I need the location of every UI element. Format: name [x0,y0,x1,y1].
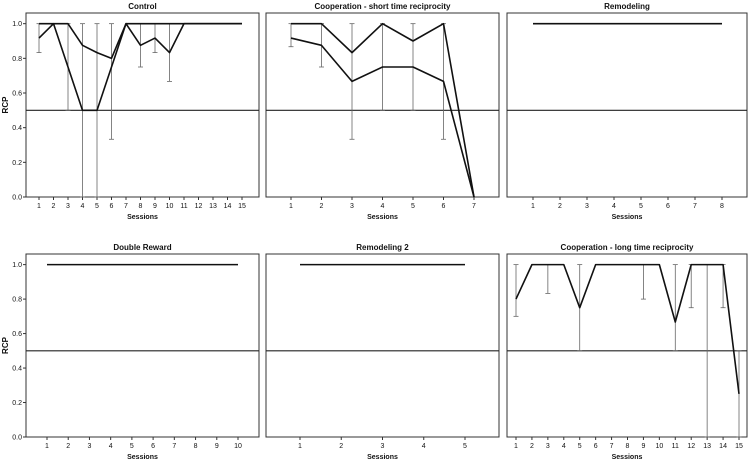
x-tick-label: 1 [514,443,518,450]
x-tick-label: 7 [472,203,476,210]
x-tick-label: 11 [180,203,188,210]
y-tick-label: 0.8 [12,55,22,63]
x-tick-label: 4 [80,203,85,210]
y-axis-label: RCP [1,96,10,114]
x-tick-label: 3 [545,443,550,450]
y-tick-label: 0.8 [12,296,22,304]
x-tick-label: 5 [639,203,643,210]
x-tick-label: 13 [209,203,217,210]
x-tick-label: 3 [380,443,385,450]
x-tick-label: 10 [655,443,664,450]
x-tick-label: 7 [124,203,128,210]
chart-panel-6 [507,243,747,461]
x-tick-label: 10 [234,443,242,450]
x-tick-label: 11 [671,443,679,450]
x-tick-label: 3 [66,203,70,210]
y-tick-label: 0.2 [12,400,22,408]
chart-panel-2 [266,2,499,221]
x-tick-label: 2 [66,443,71,450]
x-tick-label: 8 [720,203,724,210]
y-tick-label: 0.2 [12,159,22,167]
x-tick-label: 4 [561,443,566,450]
x-tick-label: 8 [193,443,198,450]
x-tick-label: 6 [151,443,156,450]
x-tick-label: 3 [585,203,589,210]
x-axis-label: Sessions [611,454,643,461]
x-tick-label: 1 [289,203,293,210]
plot-frame [26,13,259,197]
x-tick-label: 2 [529,443,534,450]
x-tick-label: 13 [703,443,712,450]
series-line-1 [516,265,739,394]
x-tick-label: 3 [350,203,354,210]
x-axis-label: Sessions [611,214,643,221]
x-tick-label: 5 [577,443,582,450]
chart-panel-5 [266,243,499,461]
x-tick-label: 4 [612,203,616,210]
x-tick-label: 6 [109,203,114,210]
x-tick-label: 5 [463,443,467,450]
x-tick-label: 1 [45,443,49,450]
plot-frame [26,254,259,437]
x-tick-label: 10 [165,203,174,210]
chart-title: Cooperation - long time reciprocity [560,243,694,252]
y-tick-label: 0.4 [12,125,22,133]
x-tick-label: 1 [37,203,41,210]
chart-title: Double Reward [113,243,172,252]
plot-frame [507,254,747,437]
x-tick-label: 14 [223,203,232,210]
x-tick-label: 8 [138,203,143,210]
chart-title: Control [128,2,157,11]
x-tick-label: 15 [735,443,743,450]
y-tick-label: 1.0 [12,262,22,270]
x-tick-label: 7 [172,443,177,450]
x-tick-label: 6 [666,203,670,210]
x-axis-label: Sessions [127,214,158,221]
x-tick-label: 3 [87,443,92,450]
x-tick-label: 14 [719,443,727,450]
x-tick-label: 4 [421,443,426,450]
chart-title: Cooperation - short time reciprocity [314,2,451,11]
x-axis-label: Sessions [367,214,398,221]
x-tick-label: 2 [51,203,56,210]
chart-panel-4 [1,243,259,461]
y-tick-label: 1.0 [12,21,22,29]
chart-panel-1 [1,2,259,221]
x-tick-label: 5 [95,203,99,210]
chart-title: Remodeling 2 [356,243,409,252]
chart-title: Remodeling [604,2,650,11]
x-tick-label: 9 [214,443,219,450]
x-tick-label: 4 [108,443,113,450]
y-tick-label: 0.6 [12,331,22,339]
y-tick-label: 0.0 [12,194,22,202]
x-tick-label: 8 [625,443,630,450]
x-axis-label: Sessions [127,454,158,461]
x-tick-label: 12 [687,443,696,450]
plot-frame [507,13,747,197]
x-tick-label: 6 [441,203,446,210]
x-tick-label: 2 [319,203,324,210]
x-tick-label: 7 [609,443,614,450]
y-tick-label: 0.0 [12,434,22,442]
chart-panel-3 [507,2,747,221]
y-tick-label: 0.6 [12,90,22,98]
x-tick-label: 5 [411,203,415,210]
x-tick-label: 12 [194,203,203,210]
x-tick-label: 9 [153,203,157,210]
x-tick-label: 1 [531,203,535,210]
x-tick-label: 4 [380,203,385,210]
x-tick-label: 15 [238,203,246,210]
x-tick-label: 5 [129,443,134,450]
y-tick-label: 0.4 [12,365,22,373]
x-tick-label: 7 [693,203,697,210]
x-tick-label: 2 [339,443,344,450]
x-tick-label: 6 [593,443,598,450]
x-tick-label: 1 [298,443,302,450]
y-axis-label: RCP [1,337,10,354]
x-tick-label: 9 [641,443,646,450]
x-axis-label: Sessions [367,454,398,461]
x-tick-label: 2 [558,203,562,210]
plot-frame [266,254,499,437]
